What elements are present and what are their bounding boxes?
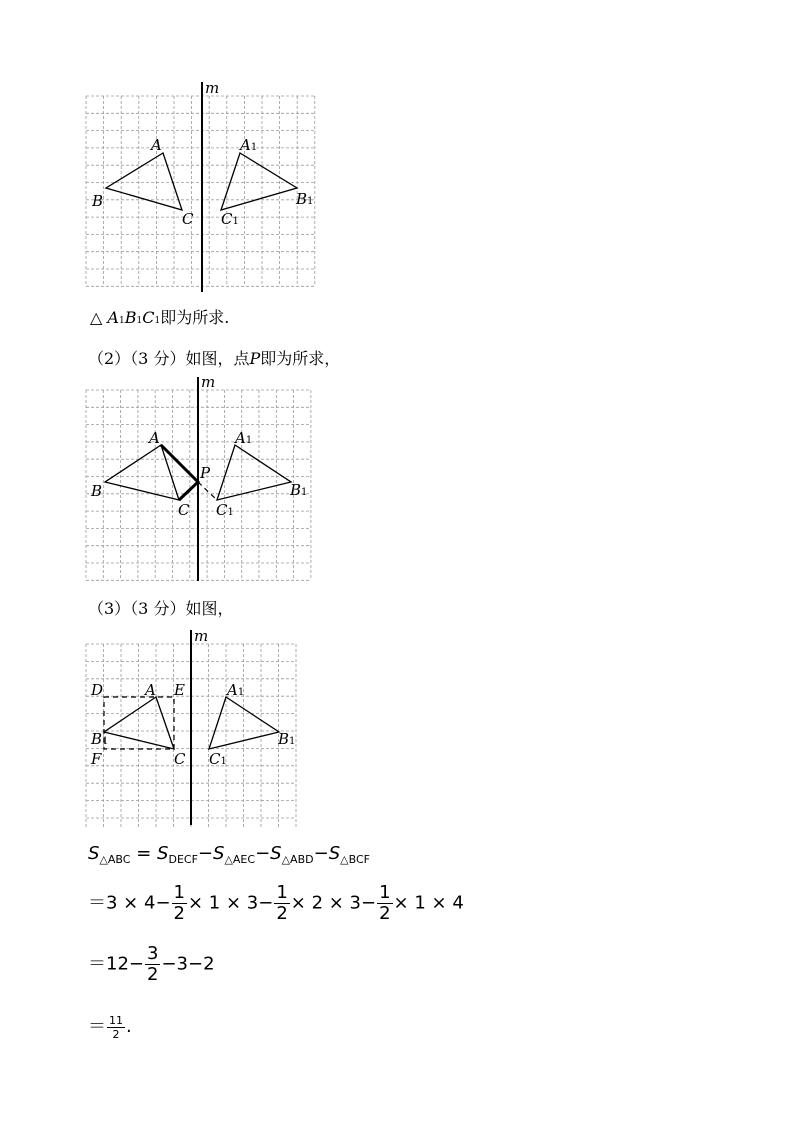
path-a-p-c — [161, 445, 198, 500]
label-b1: B1 — [278, 730, 296, 748]
label-b: B1 — [91, 730, 109, 748]
label-p: P — [200, 464, 211, 482]
label-b: B — [92, 192, 104, 210]
part-3-heading: （3）（3 分）如图， — [88, 599, 234, 618]
figure-2 — [80, 375, 320, 585]
figure-1-grid — [86, 96, 315, 286]
label-c1: C1 — [216, 501, 234, 519]
triangle-abc — [104, 697, 174, 749]
label-c: C — [174, 750, 186, 768]
triangle-a1b1c1 — [217, 445, 291, 500]
label-c: C — [182, 210, 194, 228]
fraction-half: $\frac{1}{2}$ — [173, 882, 185, 924]
label-c1: C1 — [209, 750, 227, 768]
label-m: m — [205, 80, 220, 97]
fraction-half: $\frac{1}{2}$ — [379, 882, 391, 924]
rectangle-decf — [104, 697, 174, 749]
label-b1: B1 — [290, 481, 308, 499]
triangle-abc — [106, 153, 182, 210]
triangle-a1b1c1 — [209, 697, 279, 749]
label-e: E — [174, 681, 185, 699]
part-2-heading: （2）（3 分）如图，点P即为所求， — [88, 349, 341, 368]
equation-result: ＝ $\frac{11}{2}$ . — [88, 1013, 132, 1041]
triangle-a1b1c1 — [221, 153, 297, 210]
fraction-eleven-halves: $\frac{11}{2}$ — [109, 1013, 123, 1041]
equation-area-decomposition: $S_{\triangle ABC} = S_{DECF}-S_{\triangle AEC}-S_{\triangle ABD}-S_{\triangle BCF}$ — [88, 843, 370, 866]
fraction-three-halves: $\frac{3}{2}$ — [147, 943, 159, 985]
label-a1: A1 — [240, 136, 258, 154]
label-a: A — [145, 681, 156, 699]
figure-1 — [80, 80, 330, 295]
figure-3 — [80, 628, 305, 828]
answer-line-1: △ A1B1C1即为所求. — [90, 308, 230, 327]
label-b: B — [91, 482, 103, 500]
label-b1: B1 — [296, 190, 314, 208]
equation-substitution: ＝3 × 4− $\frac{1}{2}$ × 1 × 3− $\frac{1}{2}$ × 2 × 3− $\frac{1}{2}$ × 1 × 4 — [88, 882, 464, 924]
label-a: A — [149, 429, 160, 447]
label-c1: C1 — [221, 210, 239, 228]
label-c: C — [178, 501, 190, 519]
label-a1: A1 — [227, 681, 245, 699]
fraction-half: $\frac{1}{2}$ — [276, 882, 288, 924]
label-m: m — [201, 375, 216, 391]
label-a: A — [151, 136, 162, 154]
equation-simplified: ＝12− $\frac{3}{2}$ −3−2 — [88, 943, 215, 985]
label-d: D — [91, 681, 104, 699]
label-f: F — [91, 750, 102, 768]
label-a1: A1 — [235, 429, 253, 447]
label-m: m — [194, 628, 209, 645]
